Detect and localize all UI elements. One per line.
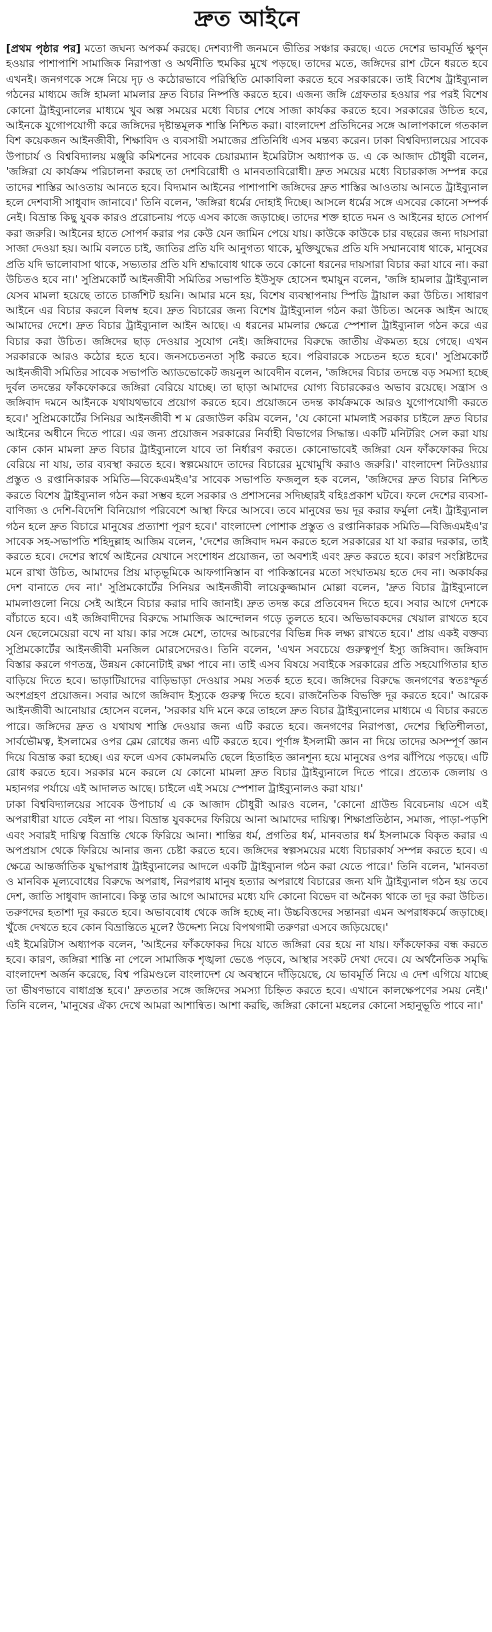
paragraph-text: এই ইমেরিটাস অধ্যাপক বলেন, 'আইনের ফাঁকফোকর দিয়ে যাতে জঙ্গিরা বের হয়ে না যায়। ফাঁকফোকর বন্ধ করতে হবে। কারণ, জঙ্গিরা শাস্তি না পেলে সামাজিক শৃঙ্খলা ভেঙে পড়বে, আস্থার সংকট দেখা দেবে। যে অর্থনৈতিক সমৃদ্ধি বাংলাদেশ অর্জন করেছে, বিশ্ব পরিমণ্ডলে বাংলাদেশ যে অবস্থানে দাঁড়িয়েছে, যে ভাবমূর্তি নিয়ে এ দেশ এগিয়ে যাচ্ছে তা ভীষণভাবে বাধাগ্রস্ত হবে।' দ্রুততার সঙ্গে জঙ্গিদের সমস্যা চিহ্নিত করতে হবে। এখানে কালক্ষেপণের সময় নেই।' তিনি বলেন, 'মানুষের ঐক্য দেখে আমরা আশান্বিত। আশা করছি, জঙ্গিরা কোনো মহলের কোনো সহানুভূতি পাবে না।' xyxy=(6,938,488,1013)
continued-label: [প্রথম পৃষ্ঠার পর] xyxy=(6,43,81,55)
article-headline: দ্রুত আইনে xyxy=(194,7,300,32)
paragraph-text: মতো জঘন্য অপকর্ম করছে। দেশব্যাপী জনমনে ভীতির সঞ্চার করছে। এতে দেশের ভাবমূর্তি ক্ষুণ্ন হওয়ার পাশাপাশি সামাজিক নিরাপত্তা ও অর্থনীতি হুমকির মুখে পড়ছে। তাদের মতে, জঙ্গিদের রাশ টেনে ধরতে হবে এখনই। জনগণকে সঙ্গে নিয়ে দৃঢ় ও কঠোরভাবে পরিস্থিতি মোকাবিলা করতে হবে সরকারকে। তাই বিশেষ ট্রাইব্যুনাল গঠনের মাধ্যমে জঙ্গি হামলা মামলার দ্রুত বিচার নিষ্পত্তি করতে হবে। এজন্য জঙ্গি গ্রেফতার হওয়ার পর পরই বিশেষ কোনো ট্রাইব্যুনালের মাধ্যমে খুব অল্প সময়ের মধ্যে বিচার শেষে সাজা কার্যকর করতে হবে। সরকারের উচিত হবে, আইনকে যুগোপযোগী করে জঙ্গিদের দৃষ্টান্তমূলক শাস্তি নিশ্চিত করা। বাংলাদেশ প্রতিদিনের সঙ্গে আলাপকালে গতকাল বিশ কয়েকজন আইনজীবী, শিক্ষাবিদ ও ব্যবসায়ী সমাজের প্রতিনিধি এসব মন্তব্য করেন। ঢাকা বিশ্ববিদ্যালয়ের সাবেক উপাচার্য ও বিশ্ববিদ্যালয় মঞ্জুরি কমিশনের সাবেক চেয়ারম্যান ইমেরিটাস অধ্যাপক ড. এ কে আজাদ চৌধুরী বলেন, 'জঙ্গিরা যে কার্যক্রম পরিচালনা করছে তা দেশবিরোধী ও মানবতাবিরোধী। দ্রুত সময়ের মধ্যে বিচারকাজ সম্পন্ন করে তাদের শাস্তির আওতায় আনতে হবে। বিদ্যমান আইনের পাশাপাশি জঙ্গিদের দ্রুত শাস্তির আওতায় আনতে ট্রাইব্যুনাল হলে দেশবাসী সাধুবাদ জানাবে।' তিনি বলেন, 'জঙ্গিরা ধর্মের দোহাই দিচ্ছে। আসলে ধর্মের সঙ্গে এসবের কোনো সম্পর্ক নেই। বিভ্রান্ত কিছু যুবক কারও প্ররোচনায় পড়ে এসব কাজে জড়াচ্ছে। তাদের শক্ত হাতে দমন ও আইনের হাতে সোপর্দ করা জরুরি। আইনের হাতে সোপর্দ করার পর কেউ যেন জামিন পেয়ে যায়। কাউকে কাউকে চার বছরের জন্য দায়সারা সাজা দেওয়া হয়। আমি বলতে চাই, জাতির প্রতি যদি আনুগত্য থাকে, মুক্তিযুদ্ধের প্রতি যদি সম্মানবোধ থাকে, মানুষের প্রতি যদি ভালোবাসা থাকে, সভ্যতার প্রতি যদি শ্রদ্ধাবোধ থাকে তবে কোনো ধরনের দায়সারা বিচার করা যাবে না। করা উচিতও হবে না।' সুপ্রিমকোর্ট আইনজীবী সমিতির সভাপতি ইউসুফ হোসেন হুমায়ুন বলেন, 'জঙ্গি হামলার ট্রাইব্যুনাল যেসব মামলা হয়েছে তাতে চার্জশিট হয়নি। আমার মনে হয়, বিশেষ ব্যবস্থাপনায় স্পিডি ট্রায়াল করা উচিত। সাধারণ আইনে এর বিচার করলে বিলম্ব হবে। দ্রুত বিচারের জন্য বিশেষ ট্রাইব্যুনাল গঠন করা উচিত। অনেক আইন আছে আমাদের দেশে। দ্রুত বিচার ট্রাইব্যুনাল আইন আছে। এ ধরনের মামলার ক্ষেত্রে স্পেশাল ট্রাইব্যুনাল গঠন করে এর বিচার করা উচিত। জঙ্গিদের ছাড় দেওয়ার সুযোগ নেই। জঙ্গিবাদের বিরুদ্ধে জাতীয় ঐকমত্য হয়ে গেছে। এখন সরকারকে আরও কঠোর হতে হবে। জনসচেতনতা সৃষ্টি করতে হবে। পরিবারকে সচেতন হতে হবে।' সুপ্রিমকোর্ট আইনজীবী সমিতির সাবেক সভাপতি অ্যাডভোকেট জয়নুল আবেদীন বলেন, 'জঙ্গিদের বিচার তদন্তে বড় সমস্যা হচ্ছে দুর্বল তদন্তের ফাঁকফোকরে জঙ্গিরা বেরিয়ে যাচ্ছে। তা ছাড়া আমাদের যোগ্য বিচারকেরও অভাব রয়েছে। সন্ত্রাস ও জঙ্গিবাদ দমনে আইনকে যথাযথভাবে প্রয়োগ করতে হবে। প্রয়োজনে তদন্ত কার্যক্রমকে আরও যুগোপযোগী করতে হবে।' সুপ্রিমকোর্টের সিনিয়র আইনজীবী শ ম রেজাউল করিম বলেন, 'যে কোনো মামলাই সরকার চাইলে দ্রুত বিচার আইনের অধীনে দিতে পারে। এর জন্য প্রয়োজন সরকারের নির্বাহী বিভাগের সিদ্ধান্ত। একটি মনিটরিং সেল করা যায় কোন কোন মামলা দ্রুত বিচার ট্রাইব্যুনালে যাবে তা নির্ধারণ করতে। কোনোভাবেই জঙ্গিরা যেন ফাঁকফোকর দিয়ে বেরিয়ে না যায়, তার ব্যবস্থা করতে হবে। স্বল্পমেয়াদে তাদের বিচারের মুখোমুখি করাও জরুরি।' বাংলাদেশ নিটওয়্যার প্রস্তুত ও রপ্তানিকারক সমিতি—বিকেএমইএ'র সাবেক সভাপতি ফজলুল হক বলেন, 'জঙ্গিদের দ্রুত বিচার নিশ্চিত করতে বিশেষ ট্রাইব্যুনাল গঠন করা সম্ভব হলে সরকার ও প্রশাসনের সদিচ্ছারই বহিঃপ্রকাশ ঘটবে। ফলে দেশের ব্যবসা-বাণিজ্য ও দেশি-বিদেশি বিনিয়োগ পরিবেশে আস্থা ফিরে আসবে। তবে মানুষের ভয় দূর করার ফর্মুলা নেই। ট্রাইব্যুনাল গঠন হলে দ্রুত বিচারে মানুষের প্রত্যাশা পূরণ হবে।' বাংলাদেশ পোশাক প্রস্তুত ও রপ্তানিকারক সমিতি—বিজিএমইএ'র সাবেক সহ-সভাপতি শহিদুল্লাহ আজিম বলেন, 'দেশের জঙ্গিবাদ দমন করতে হলে সরকারের যা যা করার দরকার, তাই করতে হবে। দেশের স্বার্থে আইনের যেখানে সংশোধন প্রয়োজন, তা অবশ্যই এবং দ্রুত করতে হবে। কারণ সংশ্লিষ্টদের মনে রাখা উচিত, আমাদের প্রিয় মাতৃভূমিকে আফগানিস্তান বা পাকিস্তানের মতো সংঘাতময় হতে দেব না। অকার্যকর দেশ বানাতে দেব না।' সুপ্রিমকোর্টের সিনিয়র আইনজীবী লায়েকুজ্জামান মোল্লা বলেন, 'দ্রুত বিচার ট্রাইব্যুনালে মামলাগুলো নিয়ে সেই আইনে বিচার করার দাবি জানাই। দ্রুত তদন্ত করে প্রতিবেদন দিতে হবে। সবার আগে দেশকে বাঁচাতে হবে। এই জঙ্গিবাদীদের বিরুদ্ধে সামাজিক আন্দোলন গড়ে তুলতে হবে। অভিভাবকদের খেয়াল রাখতে হবে যেন ছেলেমেয়েরা বখে না যায়। কার সঙ্গে মেশে, তাদের আচরণের বিভিন্ন দিক লক্ষ্য রাখতে হবে।' প্রায় একই বক্তব্য সুপ্রিমকোর্টের আইনজীবী মনজিল মোরসেদেরও। তিনি বলেন, 'এখন সবচেয়ে গুরুত্বপূর্ণ ইস্যু জঙ্গিবাদ। জঙ্গিবাদ বিস্তার করলে গণতন্ত্র, উন্নয়ন কোনোটাই রক্ষা পাবে না। তাই এসব বিষয়ে সবাইকে সরকারের প্রতি সহযোগিতার হাত বাড়িয়ে দিতে হবে। ভাড়াটিয়াদের বাড়িভাড়া দেওয়ার সময় সতর্ক হতে হবে। জঙ্গিদের বিরুদ্ধে জনগণের স্বতঃস্ফূর্ত অংশগ্রহণ প্রয়োজন। সবার আগে জঙ্গিবাদ ইস্যুকে গুরুত্ব দিতে হবে। রাজনৈতিক বিভক্তি দূর করতে হবে।' আরেক আইনজীবী আনোয়ার হোসেন বলেন, 'সরকার যদি মনে করে তাহলে দ্রুত বিচার ট্রাইব্যুনালের মাধ্যমে এ বিচার করতে পারে। জঙ্গিদের দ্রুত ও যথাযথ শাস্তি দেওয়ার জন্য এটি করতে হবে। জনগণের নিরাপত্তা, দেশের স্থিতিশীলতা, সার্বভৌমত্ব, ইসলামের ওপর ব্লেম রোধের জন্য এটি করতে হবে। পূর্ণাঙ্গ ইসলামী জ্ঞান না দিয়ে তাদের অসম্পূর্ণ জ্ঞান দিয়ে বিভ্রান্ত করা হচ্ছে। এর ফলে এসব কোমলমতি ছেলে হিতাহিত জ্ঞানশূন্য হয়ে মানুষের ওপর ঝাঁপিয়ে পড়ছে। এটি রোধ করতে হবে। সরকার মনে করলে যে কোনো মামলা দ্রুত বিচার ট্রাইব্যুনালে দিতে পারে। প্রত্যেক জেলায় ও মহানগর পর্যায়ে এই আদালত আছে। চাইলে এই সময়ে স্পেশাল ট্রাইব্যুনালও করা যায়।' xyxy=(6,43,488,795)
article-paragraph-3 xyxy=(6,938,488,1015)
article-paragraph-2 xyxy=(6,798,488,937)
article-body xyxy=(6,42,488,1015)
article-paragraph-1 xyxy=(6,42,488,797)
paragraph-text: ঢাকা বিশ্ববিদ্যালয়ের সাবেক উপাচার্য এ কে আজাদ চৌধুরী আরও বলেন, 'কোনো গ্রাউন্ড বিবেচনায় এসে এই অপরাধীরা যাতে বেইল না পায়। বিভ্রান্ত যুবকদের ফিরিয়ে আনা আমাদের দায়িত্ব। শিক্ষাপ্রতিষ্ঠান, সমাজ, পাড়া-পড়শি এবং সবারই দায়িত্ব বিভ্রান্তি থেকে ফিরিয়ে আনা। শান্তির ধর্ম, প্রগতির ধর্ম, মানবতার ধর্ম ইসলামকে বিকৃত করার এ অপপ্রয়াস থেকে ফিরিয়ে আনার জন্য চেষ্টা করতে হবে। জঙ্গিদের স্বল্পসময়ের মধ্যে বিচারকার্য সম্পন্ন করতে হবে। এ ক্ষেত্রে আন্তর্জাতিক যুদ্ধাপরাধ ট্রাইব্যুনালের আদলে একটি ট্রাইব্যুনাল গঠন করা যেতে পারে।' তিনি বলেন, 'মানবতা ও মানবিক মূল্যবোধের বিরুদ্ধে অপরাধ, নিরপরাধ মানুষ হত্যার অপরাধে বিচারের জন্য যদি ট্রাইব্যুনাল গঠন হয় তবে দেশ, জাতি সাধুবাদ জানাবে। কিন্তু তার আগে আমাদের মধ্যে যদি কোনো বিভেদ বা অনৈক্য থাকে তা দূর করা উচিত। তরুণদের হতাশা দূর করতে হবে। অভাববোধ থেকে জঙ্গি হচ্ছে না। উচ্চবিত্তদের সন্তানরা এমন অপরাধকর্মে জড়াচ্ছে। খুঁজে দেখতে হবে কোন বিভ্রান্তিতে মূলে? উদ্দেশ্য নিয়ে বিপথগামী তরুণরা এসবে জড়িয়েছে।' xyxy=(6,798,488,935)
